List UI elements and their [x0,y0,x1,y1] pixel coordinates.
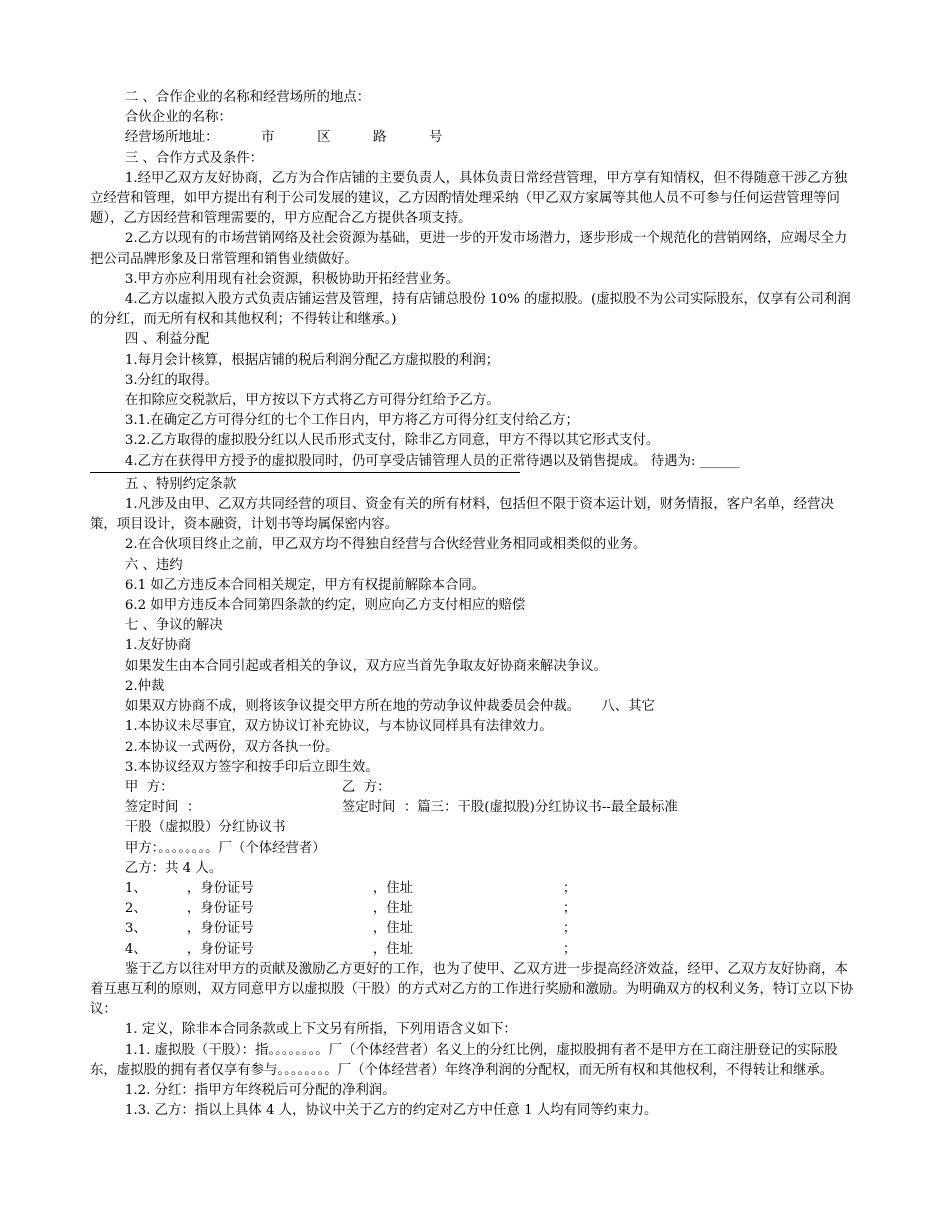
member-row [90,919,860,939]
clause-4-3-intro: 在扣除应交税款后，甲方按以下方式将乙方可得分红给予乙方。 [124,393,500,409]
clause-4-1: 1.每月会计核算，根据店铺的税后利润分配乙方虚拟股的利润； [124,352,500,368]
clause-8-2: 2.本协议一式两份，双方各执一份。 [124,739,339,755]
member-id-label: ，身份证号 [186,921,254,937]
member-row [90,899,860,919]
party-a-signature: 甲 方： [124,779,174,795]
party-b-line: 乙方：共 4 人。 [124,860,223,876]
document-body [90,88,860,1121]
party-b-signature: 乙 方： [341,779,391,795]
member-end-mark: ； [562,921,577,937]
clause-3-4: 4.乙方以虚拟入股方式负责店铺运营及管理，持有店铺总股份 10% 的虚拟股。(虚拟股不为公司实际股东，仅享有公司利润的分红，而无所有权和其他权利；不得转让和继承。) [90,292,851,328]
member-end-mark: ； [562,941,577,957]
clause-5-1: 1.凡涉及由甲、乙双方共同经营的项目、资金有关的所有材料，包括但不限于资本运计划，财务情报，客户名单，经营决策，项目设计，资本融资，计划书等均属保密内容。 [90,497,834,533]
signing-date-row [90,798,860,818]
signature-row [90,778,860,798]
member-number: 2、 [124,901,147,917]
section-heading-4: 四 、利益分配 [124,332,210,348]
definition-heading: 1. 定义，除非本合同条款或上下文另有所指，下列用语含义如下： [124,1022,517,1038]
party-a-date: 签定时间 ： [124,800,201,816]
clause-4-4: 4.乙方在获得甲方授予的虚拟股同时，仍可享受店铺管理人员的正常待遇以及销售提成。 待遇为: ______ [124,453,740,469]
clause-4-3-1: 3.1.在确定乙方可得分红的七个工作日内，甲方将乙方可得分红支付给乙方； [124,413,579,429]
member-address-label: ，住址 [372,921,413,937]
blank-underline [90,472,520,473]
member-number: 1、 [124,880,147,896]
member-end-mark: ； [562,880,577,896]
clause-7-2-text: 如果双方协商不成，则将该争议提交甲方所在地的劳动争议仲裁委员会仲裁。 八、其它 [124,699,655,715]
clause-8-1: 1.本协议未尽事宜，双方协议订补充协议，与本协议同样具有法律效力。 [124,719,553,735]
member-id-label: ，身份证号 [186,941,254,957]
agreement-title: 干股（虚拟股）分红协议书 [124,820,286,836]
enterprise-name-line: 合伙企业的名称： [124,110,232,126]
clause-4-3: 3.分红的取得。 [124,372,218,388]
section-heading-7: 七 、争议的解决 [124,618,223,634]
clause-4-3-2: 3.2.乙方取得的虚拟股分红以人民币形式支付，除非乙方同意，甲方不得以其它形式支付。 [124,433,660,449]
clause-6-1: 6.1 如乙方违反本合同相关规定，甲方有权提前解除本合同。 [124,577,486,593]
clause-6-2: 6.2 如甲方违反本合同第四条款的约定，则应向乙方支付相应的赔偿 [124,598,526,614]
member-address-label: ，住址 [372,901,413,917]
member-row [90,879,860,899]
clause-7-2: 2.仲裁 [124,678,165,694]
party-a-line: 甲方：。。。。。。。。厂（个体经营者） [124,840,326,856]
member-id-label: ，身份证号 [186,880,254,896]
member-number: 3、 [124,921,147,937]
section-heading-5: 五 、特别约定条款 [124,476,237,492]
section-heading-3: 三 、合作方式及条件： [124,150,263,166]
member-row [90,940,860,960]
member-id-label: ，身份证号 [186,901,254,917]
clause-7-1: 1.友好协商 [124,638,192,654]
definition-1-1: 1.1. 虚拟股（干股）：指。。。。。。。。厂（个体经营者）名义上的分红比例，虚拟股拥有者不是甲方在工商注册登记的实际股东，虚拟股的拥有者仅享有参与。。。。。。。。厂（个体经营者）年终净利润的分配权，而无所有权和其他权利，不得转让和继承。 [90,1042,838,1078]
party-b-date: 签定时间 ：篇三：干股(虚拟股)分红协议书--最全最标准 [341,800,678,816]
clause-3-2: 2.乙方以现有的市场营销网络及社会资源为基础，更进一步的开发市场潜力，逐步形成一个规范化的营销网络，应竭尽全力把公司品牌形象及日常管理和销售业绩做好。 [90,231,848,267]
clause-3-3: 3.甲方亦应利用现有社会资源，积极协助开拓经营业务。 [124,271,459,287]
definition-1-3: 1.3. 乙方：指以上具体 4 人，协议中关于乙方的约定对乙方中任意 1 人均有同等约束力。 [124,1103,658,1119]
section-heading-2: 二 、合作企业的名称和经营场所的地点： [124,90,371,105]
clause-7-1-text: 如果发生由本合同引起或者相关的争议，双方应当首先争取友好协商来解决争议。 [124,658,607,674]
clause-5-2: 2.在合伙项目终止之前，甲乙双方均不得独自经营与合伙经营业务相同或相类似的业务。 [124,537,647,553]
member-end-mark: ； [562,901,577,917]
preamble-paragraph: 鉴于乙方以往对甲方的贡献及激励乙方更好的工作，也为了使甲、乙双方进一步提高经济效益，经甲、乙双方友好协商，本着互惠互利的原则，双方同意甲方以虚拟股（干股）的方式对乙方的工作进行奖励和激励。为明确双方的权利义务，特订立以下协议： [90,961,854,1018]
address-line: 经营场所地址： 市 区 路 号 [124,130,443,146]
member-address-label: ，住址 [372,880,413,896]
section-heading-6: 六 、违约 [124,557,183,573]
member-number: 4、 [124,941,147,957]
clause-3-1: 1.经甲乙双方友好协商，乙方为合作店铺的主要负责人，具体负责日常经营管理，甲方享有知情权，但不得随意干涉乙方独立经营和管理，如甲方提出有利于公司发展的建议，乙方因酌情处理采纳（甲乙双方家属等其他人员不可参与任何运营管理等问题），乙方因经营和管理需要的，甲方应配合乙方提供各项支持。 [90,170,848,227]
definition-1-2: 1.2. 分红：指甲方年终税后可分配的净利润。 [124,1082,396,1098]
clause-8-3: 3.本协议经双方签字和按手印后立即生效。 [124,759,379,775]
member-address-label: ，住址 [372,941,413,957]
